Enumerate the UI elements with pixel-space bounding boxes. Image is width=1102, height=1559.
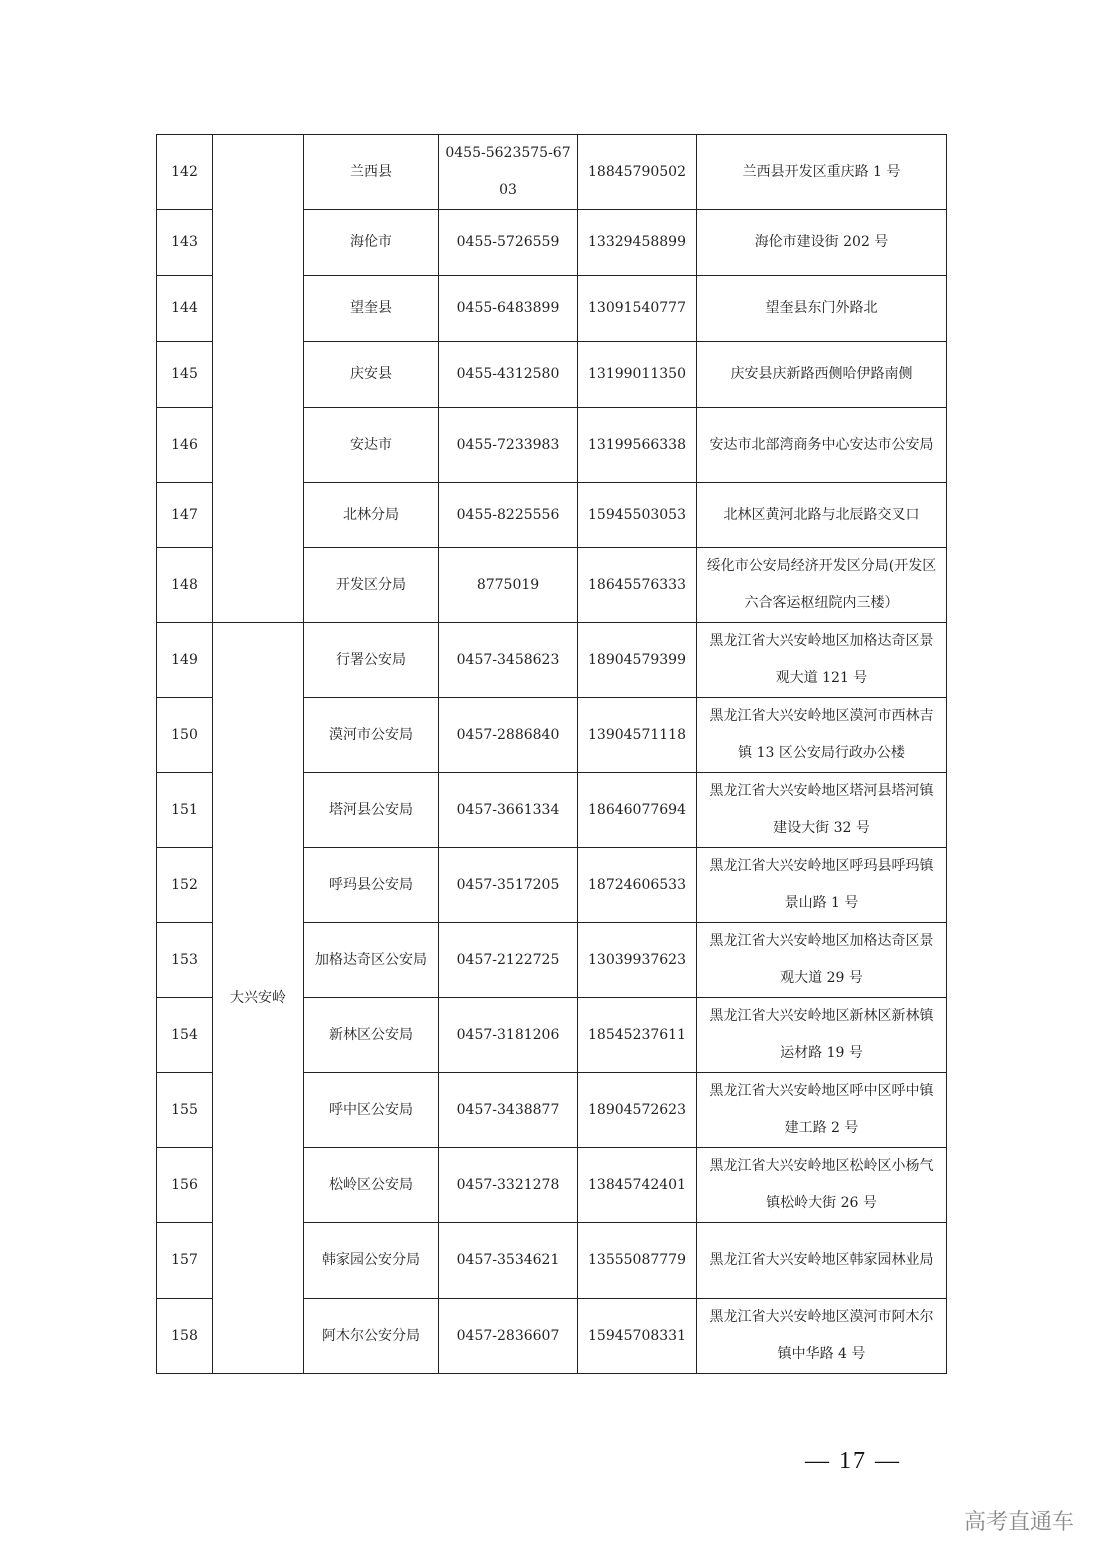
address: 北林区黄河北路与北辰路交叉口 [697, 483, 947, 548]
mobile-phone: 18545237611 [578, 998, 697, 1073]
address: 黑龙江省大兴安岭地区呼玛县呼玛镇景山路 1 号 [697, 848, 947, 923]
unit-name: 开发区分局 [304, 548, 439, 623]
row-number: 157 [157, 1223, 213, 1299]
contact-table [156, 134, 947, 1374]
address: 兰西县开发区重庆路 1 号 [697, 135, 947, 210]
unit-name: 呼中区公安局 [304, 1073, 439, 1148]
mobile-phone: 13091540777 [578, 276, 697, 342]
address: 绥化市公安局经济开发区分局(开发区六合客运枢纽院内三楼） [697, 548, 947, 623]
address: 黑龙江省大兴安岭地区漠河市阿木尔镇中华路 4 号 [697, 1299, 947, 1374]
mobile-phone: 18645576333 [578, 548, 697, 623]
mobile-phone: 18845790502 [578, 135, 697, 210]
landline-phone: 0455-5623575-6703 [439, 135, 578, 210]
unit-name: 韩家园公安分局 [304, 1223, 439, 1299]
landline-phone: 0457-2836607 [439, 1299, 578, 1374]
row-number: 151 [157, 773, 213, 848]
mobile-phone: 13199566338 [578, 408, 697, 483]
landline-phone: 0457-3438877 [439, 1073, 578, 1148]
address: 黑龙江省大兴安岭地区松岭区小杨气镇松岭大街 26 号 [697, 1148, 947, 1223]
mobile-phone: 13845742401 [578, 1148, 697, 1223]
mobile-phone: 15945503053 [578, 483, 697, 548]
unit-name: 行署公安局 [304, 623, 439, 698]
row-number: 148 [157, 548, 213, 623]
row-number: 150 [157, 698, 213, 773]
unit-name: 呼玛县公安局 [304, 848, 439, 923]
landline-phone: 0457-2886840 [439, 698, 578, 773]
landline-phone: 0457-3534621 [439, 1223, 578, 1299]
row-number: 152 [157, 848, 213, 923]
address: 黑龙江省大兴安岭地区加格达奇区景观大道 29 号 [697, 923, 947, 998]
table-row [157, 135, 947, 210]
page-number: — 17 — [805, 1448, 901, 1474]
landline-phone: 0455-8225556 [439, 483, 578, 548]
mobile-phone: 13555087779 [578, 1223, 697, 1299]
landline-phone: 0457-3661334 [439, 773, 578, 848]
row-number: 158 [157, 1299, 213, 1374]
landline-phone: 0455-7233983 [439, 408, 578, 483]
mobile-phone: 18904572623 [578, 1073, 697, 1148]
landline-phone: 0457-3517205 [439, 848, 578, 923]
unit-name: 兰西县 [304, 135, 439, 210]
landline-phone: 0457-2122725 [439, 923, 578, 998]
unit-name: 庆安县 [304, 342, 439, 408]
region-cell [213, 135, 304, 623]
row-number: 147 [157, 483, 213, 548]
address: 黑龙江省大兴安岭地区呼中区呼中镇建工路 2 号 [697, 1073, 947, 1148]
mobile-phone: 18646077694 [578, 773, 697, 848]
row-number: 155 [157, 1073, 213, 1148]
watermark: 高考直通车 [964, 1510, 1075, 1535]
address: 庆安县庆新路西侧哈伊路南侧 [697, 342, 947, 408]
address: 海伦市建设街 202 号 [697, 210, 947, 276]
unit-name: 新林区公安局 [304, 998, 439, 1073]
unit-name: 北林分局 [304, 483, 439, 548]
row-number: 149 [157, 623, 213, 698]
row-number: 144 [157, 276, 213, 342]
address: 黑龙江省大兴安岭地区塔河县塔河镇建设大街 32 号 [697, 773, 947, 848]
table-row [157, 623, 947, 698]
address: 黑龙江省大兴安岭地区加格达奇区景观大道 121 号 [697, 623, 947, 698]
unit-name: 加格达奇区公安局 [304, 923, 439, 998]
landline-phone: 0457-3458623 [439, 623, 578, 698]
contact-table-body [157, 135, 947, 1374]
mobile-phone: 13904571118 [578, 698, 697, 773]
row-number: 142 [157, 135, 213, 210]
address: 黑龙江省大兴安岭地区漠河市西林吉镇 13 区公安局行政办公楼 [697, 698, 947, 773]
landline-phone: 8775019 [439, 548, 578, 623]
unit-name: 阿木尔公安分局 [304, 1299, 439, 1374]
unit-name: 望奎县 [304, 276, 439, 342]
mobile-phone: 13199011350 [578, 342, 697, 408]
region-cell: 大兴安岭 [213, 623, 304, 1374]
unit-name: 松岭区公安局 [304, 1148, 439, 1223]
address: 黑龙江省大兴安岭地区韩家园林业局 [697, 1223, 947, 1299]
address: 望奎县东门外路北 [697, 276, 947, 342]
address: 安达市北部湾商务中心安达市公安局 [697, 408, 947, 483]
row-number: 154 [157, 998, 213, 1073]
unit-name: 塔河县公安局 [304, 773, 439, 848]
mobile-phone: 18724606533 [578, 848, 697, 923]
mobile-phone: 13329458899 [578, 210, 697, 276]
row-number: 145 [157, 342, 213, 408]
landline-phone: 0455-5726559 [439, 210, 578, 276]
unit-name: 安达市 [304, 408, 439, 483]
row-number: 153 [157, 923, 213, 998]
address: 黑龙江省大兴安岭地区新林区新林镇运材路 19 号 [697, 998, 947, 1073]
mobile-phone: 18904579399 [578, 623, 697, 698]
mobile-phone: 15945708331 [578, 1299, 697, 1374]
landline-phone: 0455-4312580 [439, 342, 578, 408]
mobile-phone: 13039937623 [578, 923, 697, 998]
landline-phone: 0455-6483899 [439, 276, 578, 342]
unit-name: 漠河市公安局 [304, 698, 439, 773]
row-number: 156 [157, 1148, 213, 1223]
landline-phone: 0457-3181206 [439, 998, 578, 1073]
row-number: 143 [157, 210, 213, 276]
landline-phone: 0457-3321278 [439, 1148, 578, 1223]
row-number: 146 [157, 408, 213, 483]
unit-name: 海伦市 [304, 210, 439, 276]
